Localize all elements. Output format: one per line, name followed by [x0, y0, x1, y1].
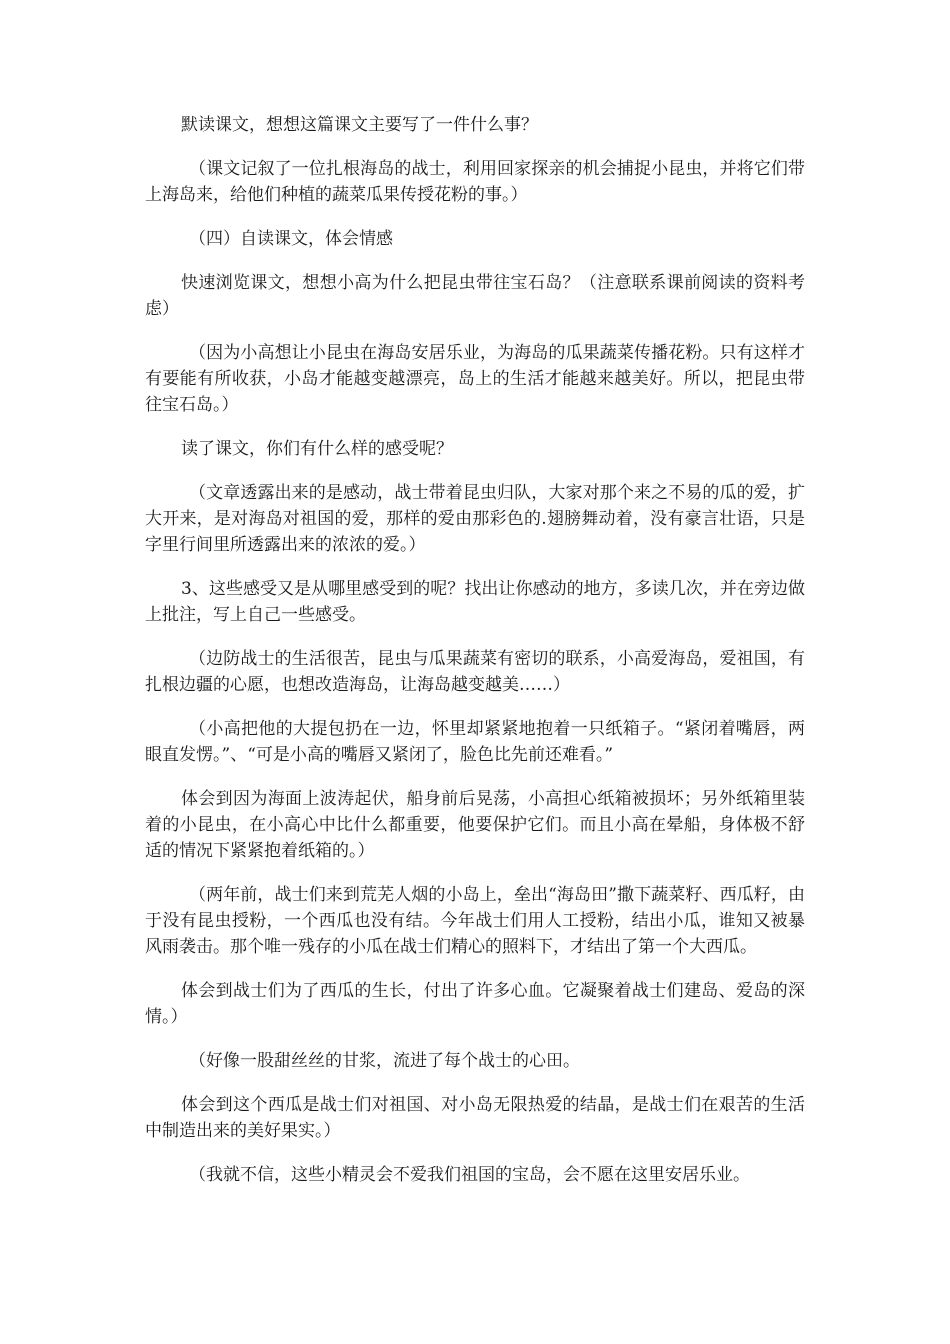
- paragraph-task-annotate: 3、这些感受又是从哪里感受到的呢？找出让你感动的地方，多读几次，并在旁边做上批注，写上自己一些感受。: [145, 579, 805, 625]
- paragraph-question-feelings: 读了课文，你们有什么样的感受呢？: [181, 439, 453, 459]
- paragraph-quote-xiaogao-box: （小高把他的大提包扔在一边，怀里却紧紧地抱着一只纸箱子。“紧闭着嘴唇，两眼直发愣。”、“可是小高的嘴唇又紧闭了，脸色比先前还难看。”: [145, 719, 805, 765]
- paragraph-reflection-fruit: 体会到这个西瓜是战士们对祖国、对小岛无限热爱的结晶，是战士们在艰苦的生活中制造出来的美好果实。）: [145, 1095, 805, 1141]
- paragraph-task-read-silently: 默读课文，想想这篇课文主要写了一件什么事？: [181, 115, 538, 135]
- paragraph-answer-why-insects: （因为小高想让小昆虫在海岛安居乐业，为海岛的瓜果蔬菜传播花粉。只有这样才有要能有所收获，小岛才能越变越漂亮，岛上的生活才能越来越美好。所以，把昆虫带往宝石岛。）: [145, 343, 805, 415]
- paragraph-answer-summary: （课文记叙了一位扎根海岛的战士，利用回家探亲的机会捕捉小昆虫，并将它们带上海岛来，给他们种植的蔬菜瓜果传授花粉的事。）: [145, 159, 805, 205]
- paragraph-reflection-box: 体会到因为海面上波涛起伏，船身前后晃荡，小高担心纸箱被损坏；另外纸箱里装着的小昆虫，在小高心中比什么都重要，他要保护它们。而且小高在晕船，身体极不舒适的情况下紧紧抱着纸箱的。）: [145, 789, 805, 861]
- paragraph-quote-little-spirits: （我就不信，这些小精灵会不爱我们祖国的宝岛，会不愿在这里安居乐业。: [189, 1165, 750, 1185]
- paragraph-question-why-insects: 快速浏览课文，想想小高为什么把昆虫带往宝石岛？（注意联系课前阅读的资料考虑）: [145, 273, 805, 319]
- section-heading-self-reading: （四）自读课文，体会情感: [189, 229, 393, 249]
- paragraph-reflection-watermelon: 体会到战士们为了西瓜的生长，付出了许多心血。它凝聚着战士们建岛、爱岛的深情。）: [145, 981, 805, 1027]
- paragraph-answer-border-soldiers: （边防战士的生活很苦，昆虫与瓜果蔬菜有密切的联系，小高爱海岛，爱祖国，有扎根边疆的心愿，也想改造海岛，让海岛越变越美……）: [145, 649, 805, 695]
- paragraph-answer-feelings: （文章透露出来的是感动，战士带着昆虫归队，大家对那个来之不易的瓜的爱，扩大开来，是对海岛对祖国的爱，那样的爱由那彩色的.翅膀舞动着，没有豪言壮语，只是字里行间里所透露出来的浓浓的爱。）: [145, 483, 805, 555]
- paragraph-quote-sweet-juice: （好像一股甜丝丝的甘浆，流进了每个战士的心田。: [189, 1051, 580, 1071]
- paragraph-quote-watermelon-history: （两年前，战士们来到荒芜人烟的小岛上，垒出“海岛田”撒下蔬菜籽、西瓜籽，由于没有昆虫授粉，一个西瓜也没有结。今年战士们用人工授粉，结出小瓜，谁知又被暴风雨袭击。那个唯一残存的小瓜在战士们精心的照料下，才结出了第一个大西瓜。: [145, 885, 805, 957]
- document-body: [145, 112, 805, 1206]
